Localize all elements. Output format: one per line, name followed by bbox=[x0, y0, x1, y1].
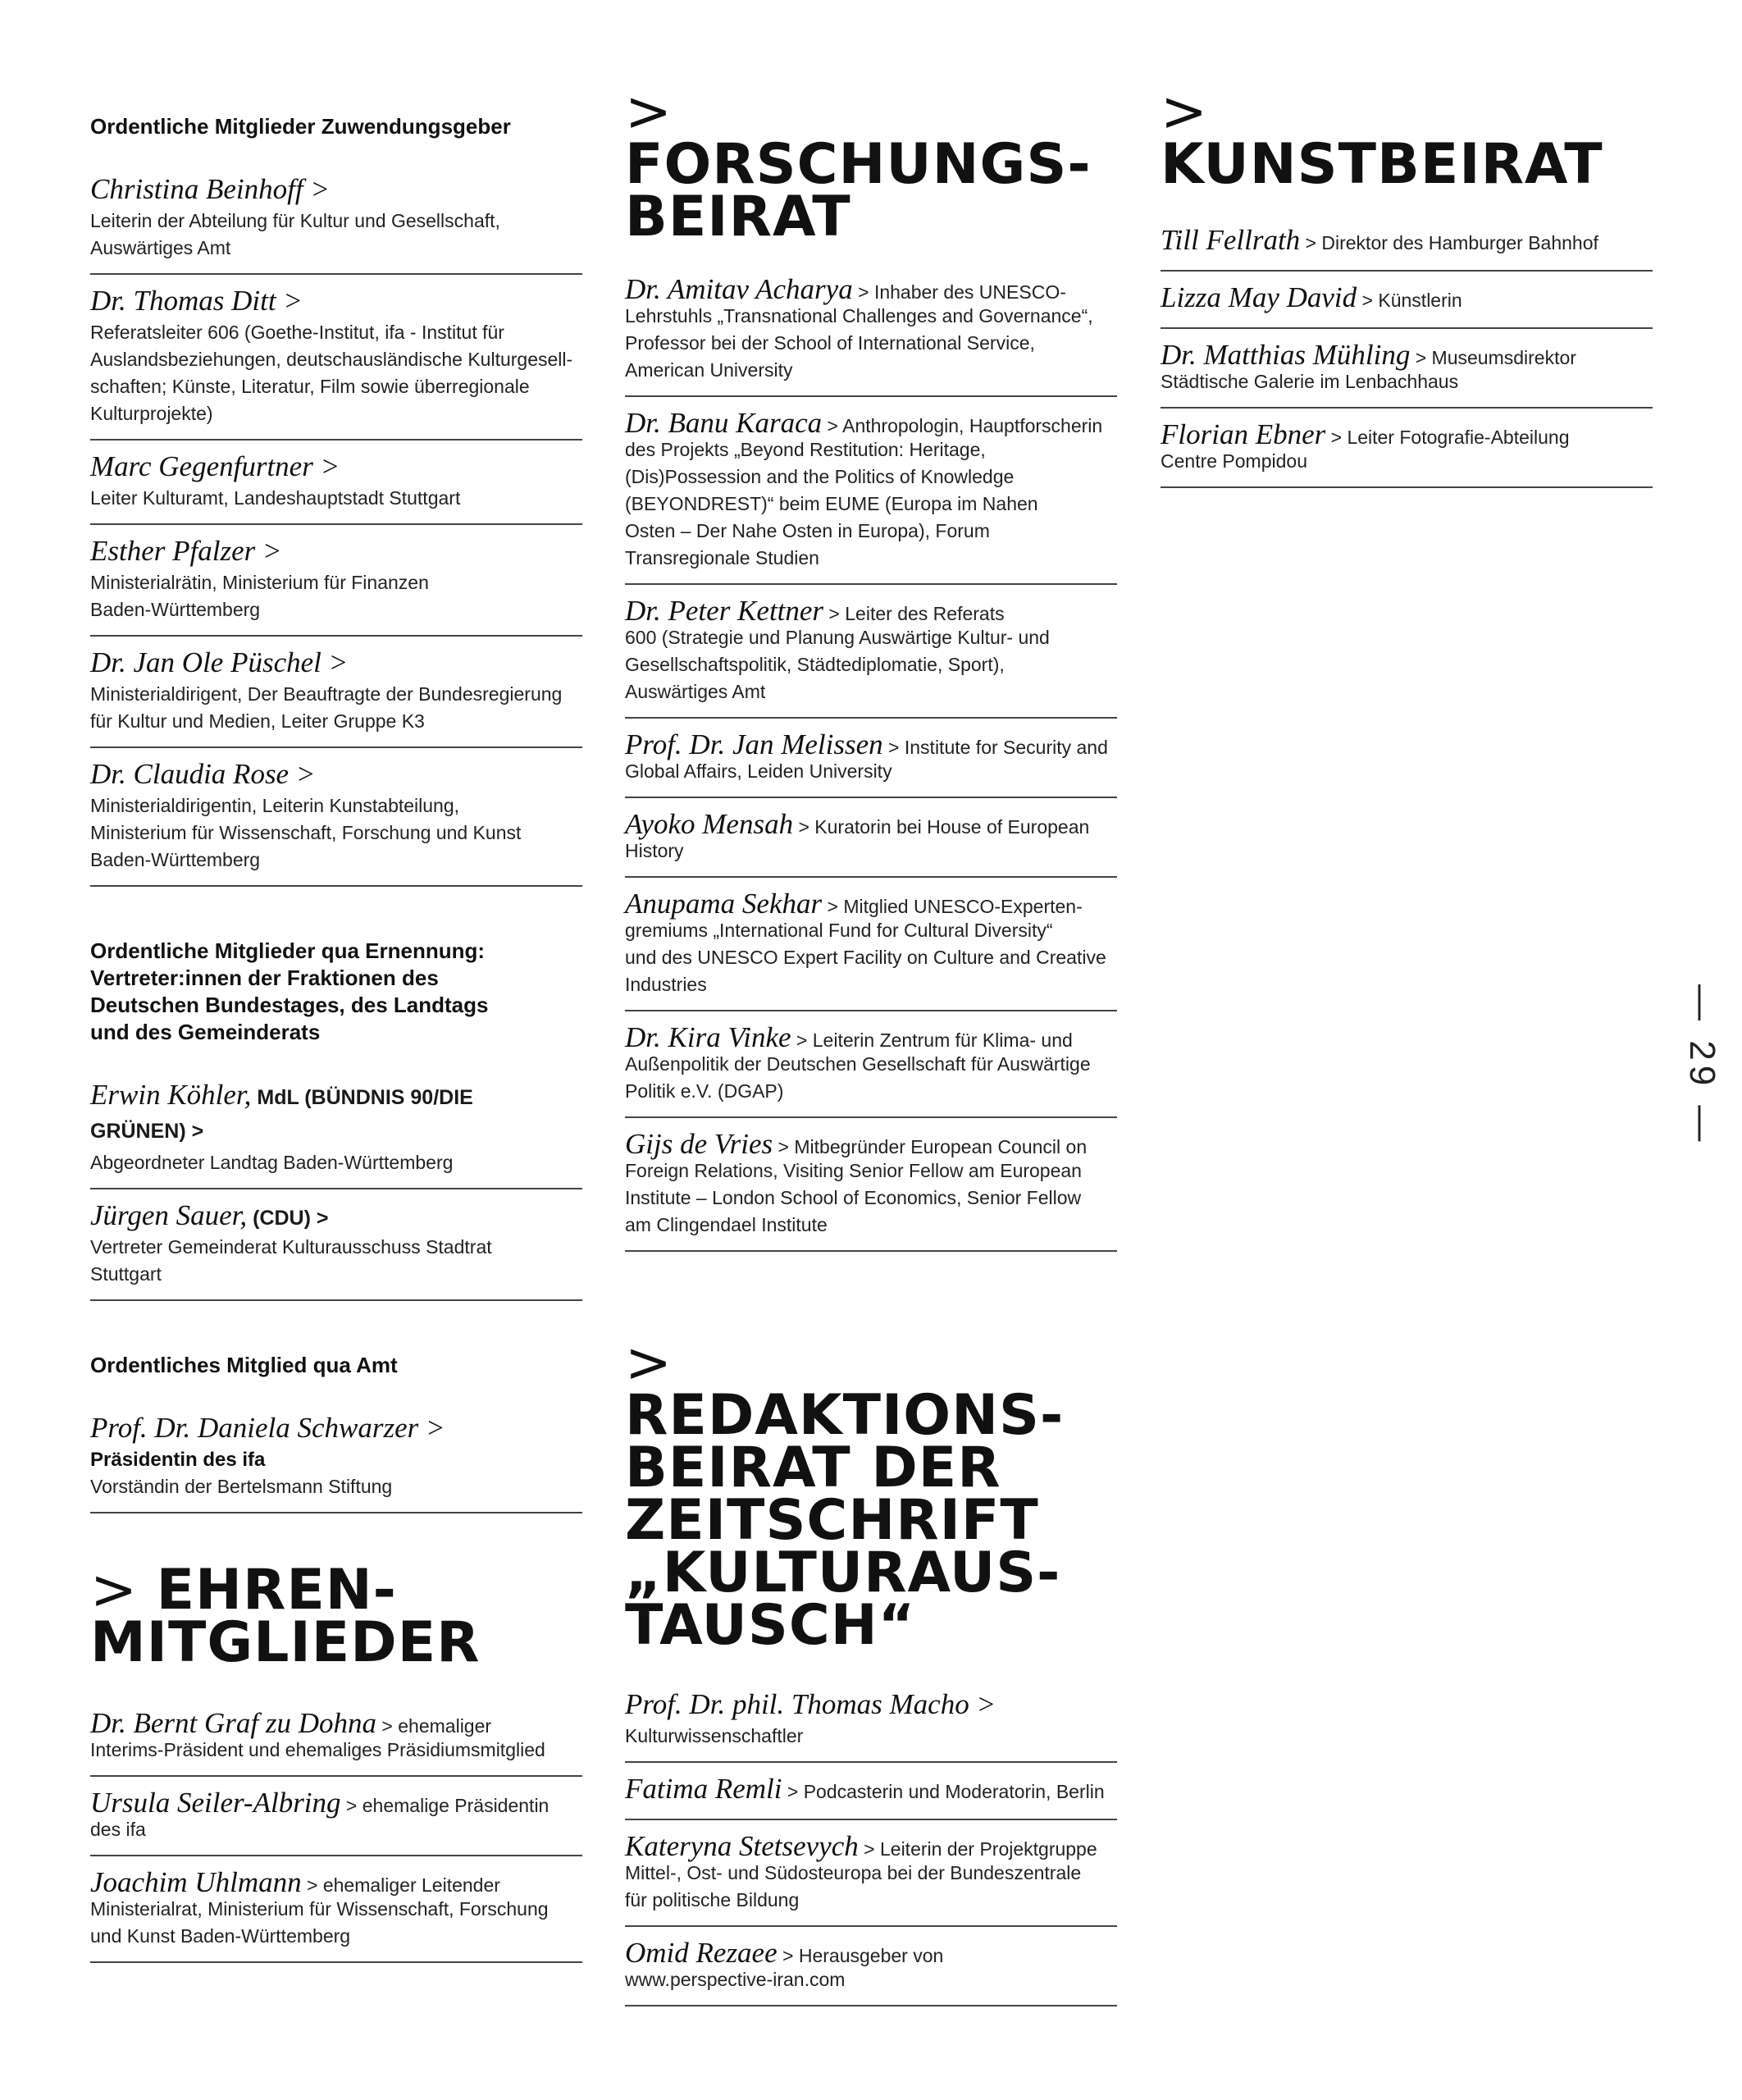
member-name: Kateryna Stetsevych bbox=[625, 1830, 859, 1862]
member-name: Lizza May David bbox=[1161, 281, 1357, 313]
member-entry bbox=[625, 397, 1117, 585]
member-description: Podcasterin und Moderatorin, Berlin bbox=[803, 1781, 1105, 1802]
separator: > bbox=[882, 737, 905, 758]
member-entry bbox=[1161, 222, 1653, 272]
member-description: Leiter des Referats bbox=[845, 603, 1005, 624]
member-entry bbox=[625, 719, 1117, 798]
separator: > bbox=[1357, 290, 1379, 311]
section-heading-zuwendungsgeber: Ordentliche Mitglieder Zuwendungsgeber bbox=[90, 114, 511, 139]
member-description: Leiterin der Abteilung für Kultur und Gesellschaft, Auswärtiges Amt bbox=[90, 210, 500, 258]
member-description-cont: 600 (Strategie und Planung Auswärtige Kultur- und Gesellschaftspolitik, Städtediplomatie, Sport), Auswärtiges Amt bbox=[625, 627, 1050, 702]
member-entry bbox=[625, 1687, 1117, 1763]
separator: > bbox=[301, 1874, 323, 1896]
member-description: Inhaber des UNESCO- bbox=[873, 281, 1066, 303]
title-arrow: > bbox=[90, 1558, 157, 1623]
page-number: — 29 — bbox=[1682, 984, 1722, 1147]
member-description: ehemaliger bbox=[398, 1715, 492, 1737]
member-name: Prof. Dr. phil. Thomas Macho bbox=[625, 1688, 969, 1720]
member-entry bbox=[625, 1118, 1117, 1252]
separator: > bbox=[822, 896, 844, 917]
separator: > bbox=[777, 1945, 799, 1966]
member-name: Jürgen Sauer, bbox=[90, 1199, 248, 1231]
column-left bbox=[90, 0, 582, 1963]
separator: > bbox=[321, 646, 349, 678]
member-description-cont: History bbox=[625, 840, 684, 861]
member-description: Anthropologin, Hauptforscherin bbox=[842, 415, 1103, 436]
member-description-cont: Global Affairs, Leiden University bbox=[625, 760, 892, 782]
member-name: Anupama Sekhar bbox=[625, 888, 823, 920]
member-name: Dr. Kira Vinke bbox=[625, 1021, 791, 1053]
member-description: Kulturwissenschaftler bbox=[625, 1725, 804, 1746]
member-entry bbox=[90, 1856, 582, 1963]
title-arrow: > bbox=[1161, 80, 1208, 144]
member-description-cont: Lehrstuhls „Transnational Challenges and Governance“, Professor bei der School of International Service, American University bbox=[625, 305, 1093, 381]
separator: > bbox=[303, 173, 330, 205]
member-description-cont: des ifa bbox=[90, 1819, 146, 1840]
member-entry bbox=[625, 878, 1117, 1011]
title-text: REDAKTIONS- BEIRAT DER ZEITSCHRIFT „KULTURAUS- TAUSCH“ bbox=[625, 1383, 1065, 1658]
member-description: Direktor des Hamburger Bahnhof bbox=[1321, 232, 1598, 253]
separator: > bbox=[255, 535, 282, 567]
member-description: Vorständin der Bertelsmann Stiftung bbox=[90, 1476, 393, 1497]
separator: > bbox=[823, 603, 846, 624]
column-right bbox=[1161, 0, 1653, 488]
member-party: MdL (BÜNDNIS 90/DIE bbox=[251, 1086, 473, 1109]
member-name: Dr. Thomas Ditt bbox=[90, 285, 276, 317]
member-entry bbox=[90, 275, 582, 441]
member-entry bbox=[625, 1927, 1117, 2006]
member-description: Ministerialdirigentin, Leiterin Kunstabteilung, Ministerium für Wissenschaft, Forschung und Kunst Baden-Württemberg bbox=[90, 795, 522, 870]
member-entry bbox=[90, 441, 582, 525]
member-name: Dr. Matthias Mühling bbox=[1161, 339, 1411, 371]
separator: > bbox=[418, 1412, 445, 1444]
member-description-cont: Centre Pompidou bbox=[1161, 450, 1307, 472]
member-description: Institute for Security and bbox=[904, 737, 1108, 758]
member-party: (CDU) > bbox=[247, 1207, 329, 1230]
separator: > bbox=[858, 1838, 880, 1860]
member-description: Ministerialdirigent, Der Beauftragte der Bundesregierung für Kultur und Medien, Leiter Gruppe K3 bbox=[90, 683, 563, 732]
separator: > bbox=[1410, 347, 1432, 368]
member-description: Kuratorin bei House of European bbox=[814, 816, 1090, 838]
separator: > bbox=[822, 415, 843, 436]
member-entry bbox=[625, 1011, 1117, 1118]
member-description: Herausgeber von bbox=[798, 1945, 944, 1966]
section-heading-amt: Ordentliches Mitglied qua Amt bbox=[90, 1353, 398, 1377]
section-heading-ernennung: Ordentliche Mitglieder qua Ernennung: Vertreter:innen der Fraktionen des Deutschen Bundestages, des Landtags und des Gemeinderats bbox=[90, 938, 489, 1044]
member-description: Leiterin der Projektgruppe bbox=[879, 1838, 1097, 1860]
member-name: Dr. Peter Kettner bbox=[625, 595, 824, 627]
member-description: Leiter Fotografie-Abteilung bbox=[1347, 427, 1570, 448]
title-text: FORSCHUNGS- BEIRAT bbox=[625, 132, 1092, 249]
member-description: Museumsdirektor bbox=[1431, 347, 1576, 368]
title-text: EHREN- MITGLIEDER bbox=[90, 1558, 481, 1675]
member-entry bbox=[625, 1763, 1117, 1820]
member-entry bbox=[1161, 329, 1653, 409]
member-description: Leiterin Zentrum für Klima- und bbox=[812, 1029, 1073, 1051]
member-name: Dr. Jan Ole Püschel bbox=[90, 646, 321, 678]
member-entry bbox=[90, 171, 582, 275]
member-name: Omid Rezaee bbox=[625, 1937, 778, 1969]
member-name: Dr. Bernt Graf zu Dohna bbox=[90, 1707, 377, 1739]
member-description: Künstlerin bbox=[1378, 290, 1462, 311]
separator: > bbox=[773, 1136, 795, 1157]
separator: > bbox=[791, 1029, 813, 1051]
separator: > bbox=[289, 758, 316, 790]
member-entry bbox=[90, 1410, 582, 1513]
member-description: Ministerialrätin, Ministerium für Finanzen Baden-Württemberg bbox=[90, 572, 429, 620]
member-entry bbox=[1161, 409, 1653, 488]
member-entry bbox=[90, 1077, 582, 1189]
member-name: Till Fellrath bbox=[1161, 224, 1301, 256]
separator: > bbox=[1325, 427, 1348, 448]
title-arrow: > bbox=[625, 80, 673, 144]
member-name: Erwin Köhler, bbox=[90, 1079, 252, 1111]
member-name: Joachim Uhlmann bbox=[90, 1866, 302, 1898]
member-description: ehemalige Präsidentin bbox=[362, 1795, 550, 1816]
member-name: Ursula Seiler-Albring bbox=[90, 1787, 341, 1819]
member-entry bbox=[90, 1777, 582, 1856]
member-name: Gijs de Vries bbox=[625, 1128, 773, 1160]
member-description: Referatsleiter 606 (Goethe-Institut, ifa - Institut für Auslandsbeziehungen, deutschausländische Kulturgesell- schaften; Künste, Literatur, Film sowie überregionale Kulturprojekte) bbox=[90, 322, 573, 424]
member-description-cont: Foreign Relations, Visiting Senior Fellow am European Institute – London School of Economics, Senior Fellow am Clingendael Institute bbox=[625, 1160, 1082, 1235]
member-entry bbox=[90, 637, 582, 748]
member-name: Esther Pfalzer bbox=[90, 535, 256, 567]
member-name: Florian Ebner bbox=[1161, 418, 1326, 450]
member-entry bbox=[625, 585, 1117, 719]
member-description: Mitbegründer European Council on bbox=[794, 1136, 1088, 1157]
separator: > bbox=[793, 816, 815, 838]
separator: > bbox=[969, 1688, 996, 1720]
member-role: Präsidentin des ifa bbox=[90, 1449, 266, 1471]
member-entry bbox=[90, 748, 582, 887]
member-name: Christina Beinhoff bbox=[90, 173, 303, 205]
member-description-cont: Ministerialrat, Ministerium für Wissenschaft, Forschung und Kunst Baden-Württemberg bbox=[90, 1898, 549, 1947]
member-description-cont: gremiums „International Fund for Cultural Diversity“ und des UNESCO Expert Facility on Culture and Creative Industries bbox=[625, 920, 1106, 995]
separator: > bbox=[312, 450, 340, 482]
member-description: ehemaliger Leitender bbox=[322, 1874, 500, 1896]
member-description: Abgeordneter Landtag Baden-Württemberg bbox=[90, 1152, 454, 1173]
member-name: Dr. Amitav Acharya bbox=[625, 273, 853, 305]
member-name: Dr. Claudia Rose bbox=[90, 758, 290, 790]
separator: > bbox=[376, 1715, 399, 1737]
member-description-cont: Mittel-, Ost- und Südosteuropa bei der Bundeszentrale für politische Bildung bbox=[625, 1862, 1082, 1911]
section-title-kunstbeirat bbox=[1161, 80, 1653, 197]
member-description: Vertreter Gemeinderat Kulturausschuss Stadtrat Stuttgart bbox=[90, 1236, 492, 1285]
member-entry bbox=[625, 1820, 1117, 1927]
member-entry bbox=[90, 1705, 582, 1777]
member-name: Marc Gegenfurtner bbox=[90, 450, 313, 482]
member-name: Ayoko Mensah bbox=[625, 808, 794, 840]
member-entry bbox=[625, 798, 1117, 878]
member-entry bbox=[1161, 272, 1653, 329]
member-description: Leiter Kulturamt, Landeshauptstadt Stuttgart bbox=[90, 487, 461, 509]
member-name: Prof. Dr. Daniela Schwarzer bbox=[90, 1412, 419, 1444]
separator: > bbox=[852, 281, 874, 303]
separator: > bbox=[276, 285, 303, 317]
member-entry bbox=[625, 272, 1117, 397]
member-name: Prof. Dr. Jan Melissen bbox=[625, 728, 883, 760]
title-arrow: > bbox=[625, 1331, 673, 1395]
separator: > bbox=[1300, 232, 1322, 253]
member-party-cont: GRÜNEN) > bbox=[90, 1120, 204, 1143]
member-description-cont: Außenpolitik der Deutschen Gesellschaft für Auswärtige Politik e.V. (DGAP) bbox=[625, 1053, 1091, 1102]
separator: > bbox=[340, 1795, 363, 1816]
column-middle bbox=[625, 0, 1117, 2006]
member-name: Dr. Banu Karaca bbox=[625, 407, 823, 439]
section-title-redaktionsbeirat bbox=[625, 1331, 1117, 1658]
member-description-cont: Interims-Präsident und ehemaliges Präsidiumsmitglied bbox=[90, 1739, 545, 1760]
section-title-ehrenmitglieder bbox=[90, 1558, 582, 1675]
member-description: Mitglied UNESCO-Experten- bbox=[843, 896, 1083, 917]
member-description-cont: www.perspective-iran.com bbox=[625, 1969, 846, 1990]
member-description-cont: Städtische Galerie im Lenbachhaus bbox=[1161, 371, 1459, 392]
separator: > bbox=[782, 1781, 804, 1802]
member-name: Fatima Remli bbox=[625, 1773, 782, 1805]
member-entry bbox=[90, 525, 582, 637]
title-text: KUNSTBEIRAT bbox=[1161, 132, 1603, 197]
member-description-cont: des Projekts „Beyond Restitution: Heritage, (Dis)Possession and the Politics of Knowledge (BEYONDREST)“ beim EUME (Europa im Nahen Osten – Der Nahe Osten in Europa), Forum Transregionale Studien bbox=[625, 439, 1038, 568]
member-entry bbox=[90, 1189, 582, 1301]
section-title-forschungsbeirat bbox=[625, 80, 1117, 249]
